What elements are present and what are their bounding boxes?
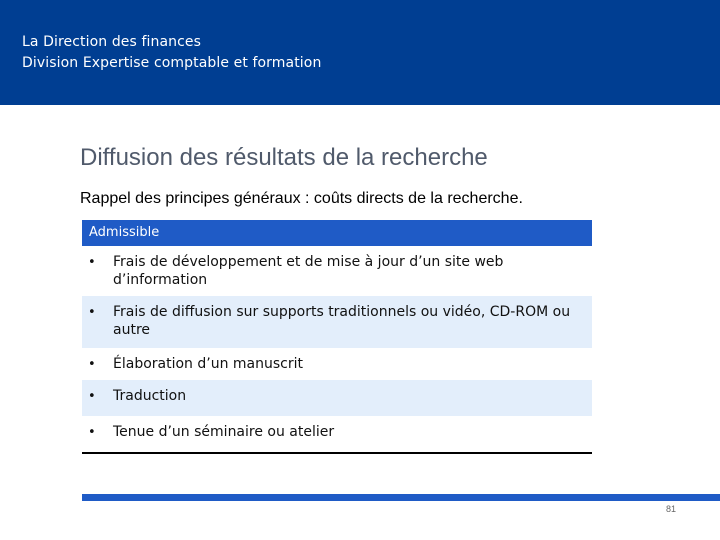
- header-band: [0, 0, 720, 105]
- footer-bar: [82, 494, 720, 501]
- table-row: [82, 416, 592, 454]
- bullet-icon: •: [88, 305, 96, 320]
- table-row: [82, 296, 592, 348]
- bullet-icon: •: [88, 255, 96, 270]
- admissible-table: [82, 220, 592, 454]
- header-organization: La Direction des finances: [22, 34, 202, 50]
- table-row: [82, 380, 592, 416]
- table-row: [82, 348, 592, 380]
- row-text: Frais de diffusion sur supports traditionnels ou vidéo, CD-ROM ou autre: [113, 304, 571, 338]
- bullet-icon: •: [88, 425, 96, 440]
- table-row: [82, 246, 592, 296]
- slide-subtitle: Rappel des principes généraux : coûts directs de la recherche.: [80, 190, 523, 207]
- table-header: Admissible: [82, 220, 592, 246]
- page-number: 81: [666, 504, 677, 514]
- bullet-icon: •: [88, 357, 96, 372]
- header-division: Division Expertise comptable et formation: [22, 55, 322, 71]
- slide-title: Diffusion des résultats de la recherche: [80, 144, 488, 171]
- bullet-icon: •: [88, 389, 96, 404]
- row-text: Frais de développement et de mise à jour d’un site web d’information: [113, 254, 504, 288]
- row-text: Traduction: [113, 388, 187, 404]
- row-text: Tenue d’un séminaire ou atelier: [113, 424, 335, 440]
- row-text: Élaboration d’un manuscrit: [113, 356, 303, 372]
